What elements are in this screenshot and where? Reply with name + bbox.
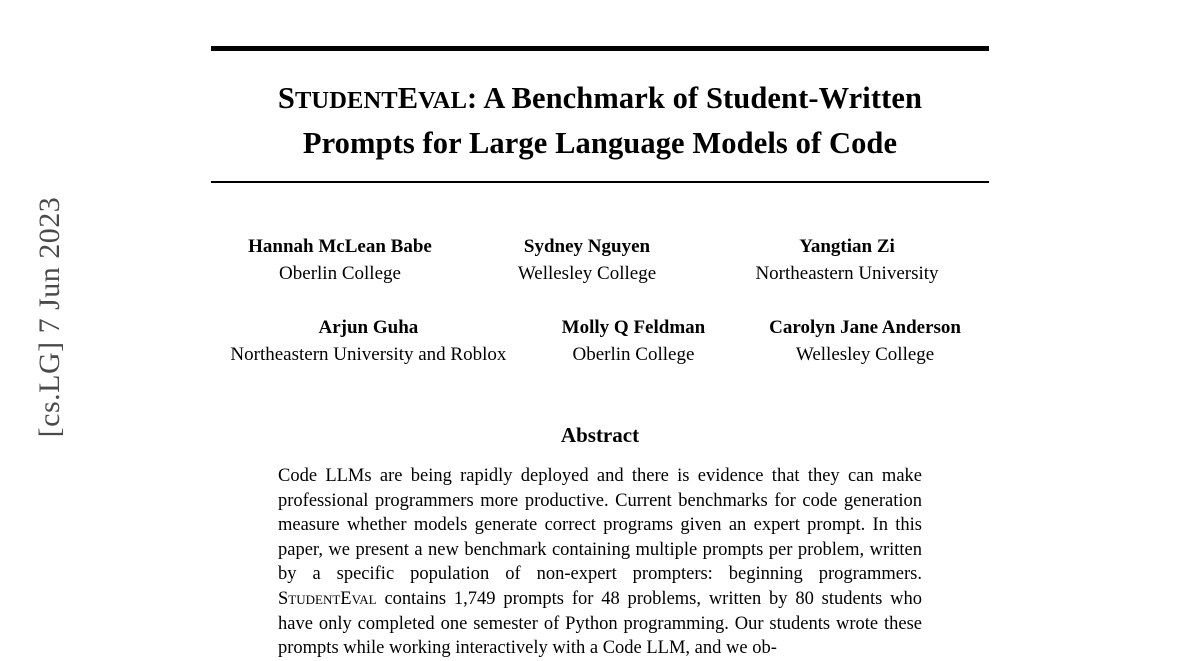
author-affiliation: Wellesley College bbox=[517, 263, 657, 284]
title-rule-bottom bbox=[211, 181, 989, 183]
abstract-paragraph bbox=[278, 464, 922, 661]
author-block-2 bbox=[459, 235, 715, 286]
page-title bbox=[211, 77, 989, 164]
abstract-heading: Abstract bbox=[560, 423, 640, 447]
arxiv-stamp-text: [cs.LG] 7 Jun 2023 bbox=[33, 196, 66, 438]
author-list bbox=[211, 235, 989, 367]
abstract-body bbox=[278, 464, 922, 661]
abstract-text-after: contains 1,749 prompts for 48 problems, written by 80 students who have only completed one semester of Python programming. Our students wrote these prompts while working interactively with a Code LLM, and we ob- bbox=[278, 588, 922, 659]
title-smallcap-s: S bbox=[277, 81, 295, 115]
author-row-2 bbox=[211, 316, 989, 367]
author-name: Hannah McLean Babe bbox=[248, 236, 432, 257]
author-row-1 bbox=[211, 235, 989, 286]
author-affiliation: Wellesley College bbox=[795, 344, 935, 365]
title-rule-top bbox=[211, 46, 989, 51]
author-block-1 bbox=[221, 235, 459, 286]
author-block-4 bbox=[211, 316, 526, 367]
author-affiliation: Oberlin College bbox=[572, 344, 695, 365]
author-name: Molly Q Feldman bbox=[561, 317, 706, 338]
author-block-3 bbox=[715, 235, 979, 286]
page-title-line2: Prompts for Large Language Models of Code bbox=[302, 126, 898, 160]
author-name: Carolyn Jane Anderson bbox=[769, 317, 961, 338]
title-smallcap-e: E bbox=[397, 81, 419, 115]
paper-body bbox=[211, 0, 989, 659]
author-name: Arjun Guha bbox=[318, 317, 419, 338]
title-line1-rest: : A Benchmark of Student-Written bbox=[467, 81, 923, 115]
author-affiliation: Oberlin College bbox=[279, 263, 401, 284]
author-block-5 bbox=[526, 316, 741, 367]
page-title-line1 bbox=[211, 77, 989, 122]
author-name: Yangtian Zi bbox=[799, 236, 895, 257]
abstract-smallcaps-term: StudentEval bbox=[278, 588, 377, 609]
title-smallcap-val: VAL bbox=[418, 87, 468, 114]
author-name: Sydney Nguyen bbox=[523, 236, 651, 257]
author-block-6 bbox=[741, 316, 989, 367]
arxiv-stamp bbox=[0, 0, 120, 648]
author-affiliation: Northeastern University bbox=[755, 263, 939, 284]
author-affiliation: Northeastern University and Roblox bbox=[230, 344, 507, 365]
abstract-text-before: Code LLMs are being rapidly deployed and there is evidence that they can make professional programmers more productive. Current benchmarks for code generation measure whether models generate correct programs given an expert prompt. In this paper, we present a new benchmark containing multiple prompts per problem, written by a specific population of non-expert prompters: beginning programmers. bbox=[278, 466, 922, 585]
title-smallcap-tudent: TUDENT bbox=[294, 87, 398, 114]
